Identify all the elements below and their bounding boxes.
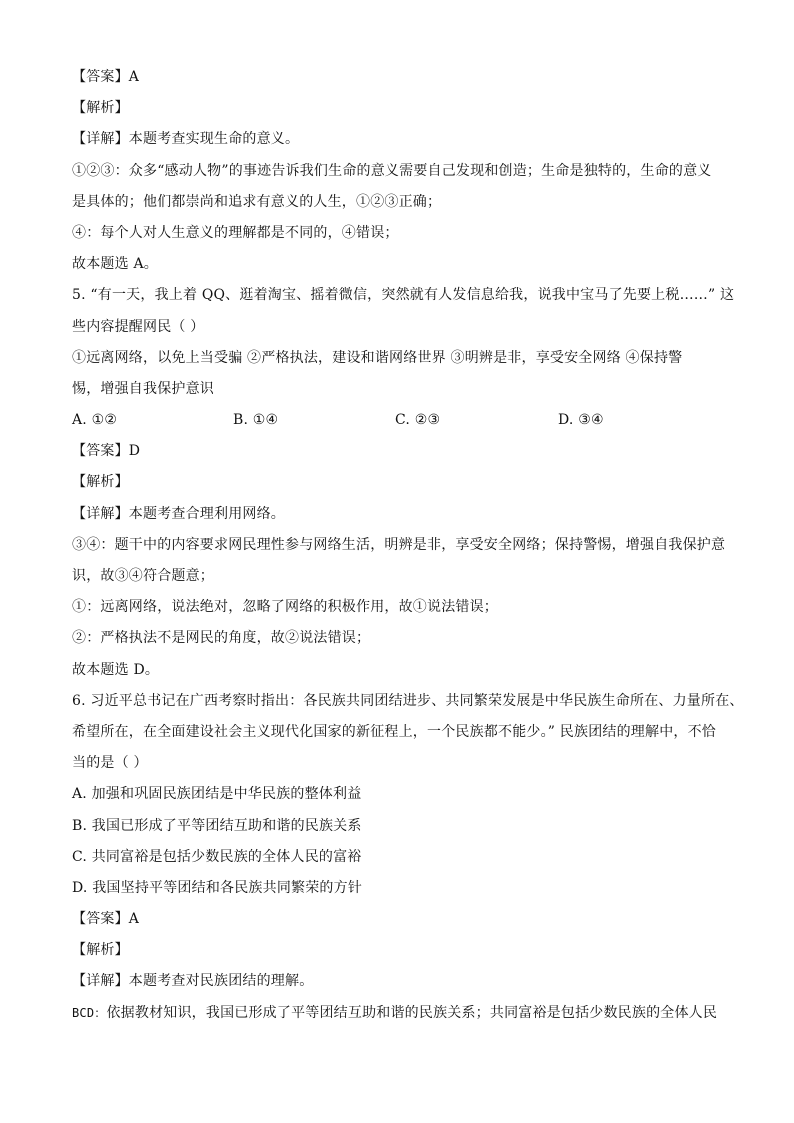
q4-answer: 【答案】A bbox=[72, 69, 140, 85]
q5-stem-a: 5. “有一天，我上着 QQ、逛着淘宝、摇着微信，突然就有人发信息给我，说我中宝马了先要上税……” 这 bbox=[72, 287, 735, 304]
q6-option-a: A. 加强和巩固民族团结是中华民族的整体利益 bbox=[72, 786, 362, 803]
q6-explanation-prefix: BCD： bbox=[72, 1005, 107, 1020]
q6-option-d: D. 我国坚持平等团结和各民族共同繁荣的方针 bbox=[72, 879, 363, 896]
q5-explanation-1a: ③④：题干中的内容要求网民理性参与网络生活，明辨是非，享受安全网络；保持警惕，增强自我保护意 bbox=[72, 536, 726, 553]
q6-detail: 【详解】本题考查对民族团结的理解。 bbox=[72, 973, 314, 990]
q5-analysis-heading: 【解析】 bbox=[72, 474, 129, 491]
q5-explanation-2: ①：远离网络，说法绝对，忽略了网络的积极作用，故①说法错误； bbox=[72, 599, 498, 616]
q4-detail: 【详解】本题考查实现生命的意义。 bbox=[72, 131, 300, 148]
q5-explanation-1b: 识，故③④符合题意； bbox=[72, 568, 214, 584]
q5-option-b: B. ①④ bbox=[233, 412, 279, 429]
q6-explanation-text: 依据教材知识，我国已形成了平等团结互助和谐的民族关系；共同富裕是包括少数民族的全体人民 bbox=[106, 1004, 718, 1021]
q6-analysis-heading: 【解析】 bbox=[72, 942, 129, 959]
q5-items-a: ①远离网络，以免上当受骗 ②严格执法，建设和谐网络世界 ③明辨是非，享受安全网络 ④保持警 bbox=[72, 349, 683, 366]
q6-answer: 【答案】A bbox=[72, 911, 140, 928]
q5-option-a: A. ①② bbox=[72, 412, 118, 429]
q5-detail: 【详解】本题考查合理利用网络。 bbox=[72, 505, 285, 522]
q6-stem-b: 希望所在，在全面建设社会主义现代化国家的新征程上，一个民族都不能少。” 民族团结的理解中，不恰 bbox=[72, 723, 717, 740]
q5-explanation-3: ②：严格执法不是网民的角度，故②说法错误； bbox=[72, 630, 371, 647]
q6-explanation-1 bbox=[72, 998, 722, 1029]
q4-explanation-2: ④：每个人对人生意义的理解都是不同的，④错误； bbox=[72, 224, 399, 241]
q5-conclusion: 故本题选 D。 bbox=[72, 661, 160, 678]
q5-option-c: C. ②③ bbox=[395, 412, 441, 429]
document-page bbox=[72, 62, 744, 1029]
q4-explanation-1b: 是具体的；他们都崇尚和追求有意义的人生，①②③正确； bbox=[72, 193, 442, 210]
q5-option-d: D. ③④ bbox=[558, 412, 604, 429]
q5-answer: 【答案】D bbox=[72, 443, 141, 460]
q5-items-b: 惕，增强自我保护意识 bbox=[72, 380, 214, 397]
q6-option-b: B. 我国已形成了平等团结互助和谐的民族关系 bbox=[72, 817, 362, 834]
q5-stem-b: 些内容提醒网民（ ） bbox=[72, 318, 205, 335]
q4-analysis-heading: 【解析】 bbox=[72, 100, 129, 117]
q5-options bbox=[72, 405, 722, 436]
q6-stem-a: 6. 习近平总书记在广西考察时指出：各民族共同团结进步、共同繁荣发展是中华民族生命所在、力量所在、 bbox=[72, 692, 744, 709]
q6-option-c: C. 共同富裕是包括少数民族的全体人民的富裕 bbox=[72, 848, 362, 865]
q4-conclusion: 故本题选 A。 bbox=[72, 256, 158, 273]
q4-explanation-1a: ①②③：众多“感动人物”的事迹告诉我们生命的意义需要自己发现和创造；生命是独特的，生命的意义 bbox=[72, 162, 712, 179]
q6-stem-c: 当的是（ ） bbox=[72, 755, 148, 772]
